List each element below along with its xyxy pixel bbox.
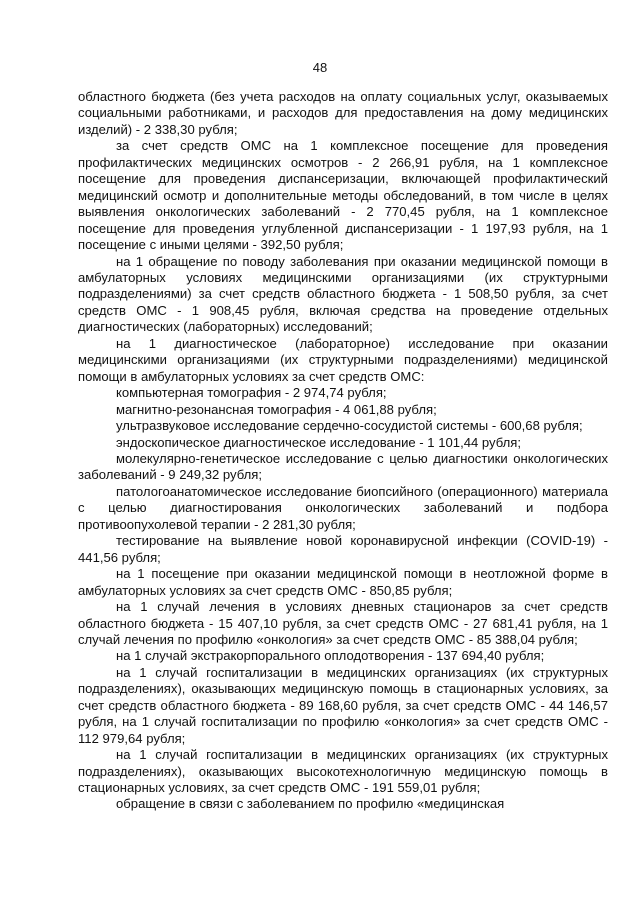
paragraph: на 1 случай госпитализации в медицинских организациях (их структурных подразделениях), оказывающих высокотехнологичную медицинскую помощь в стационарных условиях, за счет средств ОМС - 191 559,01 рубля; <box>78 747 608 796</box>
list-item: тестирование на выявление новой коронавирусной инфекции (COVID-19) - 441,56 рубля; <box>78 533 608 565</box>
list-item: компьютерная томография - 2 974,74 рубля; <box>116 385 387 401</box>
list-item: молекулярно-генетическое исследование с целью диагностики онкологических заболеваний - 9 249,32 рубля; <box>78 450 608 483</box>
list-item: магнитно-резонансная томография - 4 061,88 рубля; <box>116 401 437 417</box>
paragraph: на 1 посещение при оказании медицинской помощи в неотложной форме в амбулаторных условиях за счет средств ОМС - 850,85 рубля; <box>78 566 608 598</box>
paragraph: областного бюджета (без учета расходов на оплату социальных услуг, оказываемых социальными работниками, и расходов для предоставления на дому медицинских изделий) - 2 338,30 рубля; <box>78 89 608 137</box>
paragraph: на 1 обращение по поводу заболевания при оказании медицинской помощи в амбулаторных условиях медицинскими организациями (их структурными подразделениями) за счет средств областного бюджета - 1 508,50 рубля, за счет средств ОМС - 1 908,45 рубля, включая средства на проведение отдельных диагностических (лабораторных) исследований; <box>78 253 608 335</box>
body-text <box>78 89 608 813</box>
paragraph: обращение в связи с заболеванием по профилю «медицинская <box>116 796 505 812</box>
paragraph: на 1 диагностическое (лабораторное) исследование при оказании медицинскими организациями (их структурными подразделениями) медицинской помощи в амбулаторных условиях за счет средств ОМС: <box>78 335 608 384</box>
list-item: эндоскопическое диагностическое исследование - 1 101,44 рубля; <box>116 434 522 450</box>
page-number: 48 <box>312 60 328 75</box>
paragraph: на 1 случай лечения в условиях дневных стационаров за счет средств областного бюджета - 15 407,10 рубля, за счет средств ОМС - 27 681,41 рубля, на 1 случай лечения по профилю «онкология» за счет средств ОМС - 85 388,04 рубля; <box>78 599 608 647</box>
paragraph: за счет средств ОМС на 1 комплексное посещение для проведения профилактических медицинских осмотров - 2 266,91 рубля, на 1 комплексное посещение для проведения диспансеризации, включающей профилактический медицинский осмотр и дополнительные методы обследований, в том числе в целях выявления онкологических заболеваний - 2 770,45 рубля, на 1 комплексное посещение для проведения углубленной диспансеризации - 1 197,93 рубля, на 1 посещение с иными целями - 392,50 рубля; <box>78 138 608 253</box>
paragraph: на 1 случай экстракорпорального оплодотворения - 137 694,40 рубля; <box>116 648 545 664</box>
paragraph: на 1 случай госпитализации в медицинских организациях (их структурных подразделениях), оказывающих медицинскую помощь в стационарных условиях, за счет средств областного бюджета - 89 168,60 рубля, за счет средств ОМС - 44 146,57 рубля, на 1 случай госпитализации по профилю «онкология» за счет средств ОМС - 112 979,64 рубля; <box>78 664 608 746</box>
list-item: ультразвуковое исследование сердечно-сосудистой системы - 600,68 рубля; <box>116 418 583 434</box>
list-item: патологоанатомическое исследование биопсийного (операционного) материала с целью диагностирования онкологических заболеваний и подбора противоопухолевой терапии - 2 281,30 рубля; <box>78 483 608 532</box>
